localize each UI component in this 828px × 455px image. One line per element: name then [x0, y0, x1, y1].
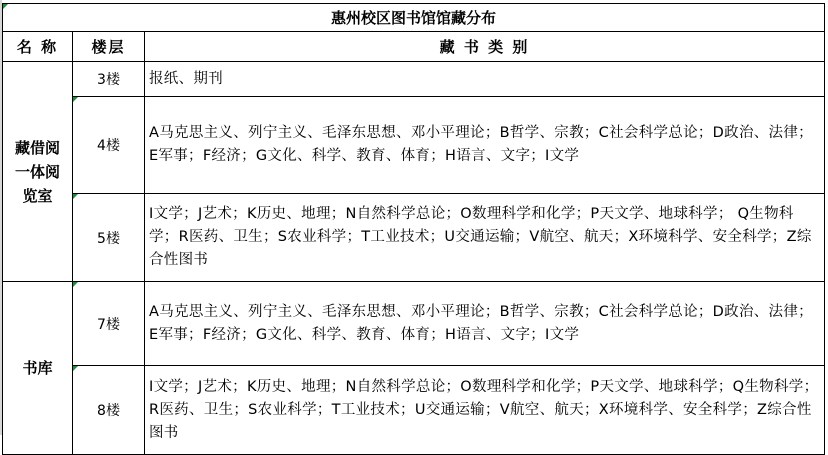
- floor-cell[interactable]: 3楼: [73, 62, 145, 97]
- floor-label: 4楼: [97, 138, 120, 154]
- header-floor[interactable]: 楼层: [73, 32, 145, 62]
- categories-cell[interactable]: [145, 366, 825, 455]
- header-categories[interactable]: 藏 书 类 别: [145, 32, 825, 62]
- floor-cell[interactable]: [73, 282, 145, 366]
- collection-distribution-table: [2, 3, 825, 455]
- section-name-reading-room[interactable]: [3, 62, 73, 282]
- categories-text: A马克思主义、列宁主义、毛泽东思想、邓小平理论；B哲学、宗教；C社会科学总论；D政治、法律；E军事；F经济；G文化、科学、教育、体育；H语言、文字；I文学: [149, 125, 813, 164]
- header-row: [3, 32, 825, 62]
- categories-text: I文学；J艺术；K历史、地理；N自然科学总论；O数理科学和化学；P天文学、地球科学； Q生物科学；R医药、卫生；S农业科学；T工业技术；U交通运输；V航空、航天；X环境科学、安全科学；Z综合性图书: [149, 206, 812, 268]
- categories-cell[interactable]: [145, 97, 825, 194]
- floor-cell[interactable]: [73, 194, 145, 282]
- comment-marker-icon: [73, 194, 78, 199]
- table-row: [3, 282, 825, 366]
- table-row: [3, 97, 825, 194]
- header-name[interactable]: 名 称: [3, 32, 73, 62]
- section-name-label: 藏借阅一体阅览室: [14, 138, 60, 205]
- floor-label: 5楼: [97, 230, 120, 247]
- categories-cell[interactable]: [145, 194, 825, 282]
- floor-label: 8楼: [97, 403, 120, 419]
- floor-cell[interactable]: [73, 97, 145, 194]
- comment-marker-icon: [3, 4, 8, 9]
- comment-marker-icon: [73, 97, 78, 102]
- categories-text: A马克思主义、列宁主义、毛泽东思想、邓小平理论；B哲学、宗教；C社会科学总论；D政治、法律；E军事；F经济；G文化、科学、教育、体育；H语言、文字；I文学: [149, 303, 813, 343]
- table-title[interactable]: 惠州校区图书馆馆藏分布: [3, 4, 825, 32]
- table-row: [3, 366, 825, 455]
- table-row: [3, 62, 825, 97]
- categories-cell[interactable]: [145, 282, 825, 366]
- comment-marker-icon: [73, 366, 78, 371]
- floor-cell[interactable]: [73, 366, 145, 455]
- categories-text: I文学；J艺术；K历史、地理；N自然科学总论；O数理科学和化学；P天文学、地球科学；Q生物科学；R医药、卫生；S农业科学；T工业技术；U交通运输；V航空、航天；X环境科学、安全科学；Z综合性图书: [149, 378, 819, 441]
- section-name-label: 书库: [22, 359, 53, 377]
- table-row: [3, 194, 825, 282]
- comment-marker-icon: [73, 282, 78, 287]
- section-name-stacks[interactable]: [3, 282, 73, 455]
- floor-label: 7楼: [97, 316, 120, 333]
- title-row: [3, 4, 825, 32]
- categories-cell[interactable]: 报纸、期刊: [145, 62, 825, 97]
